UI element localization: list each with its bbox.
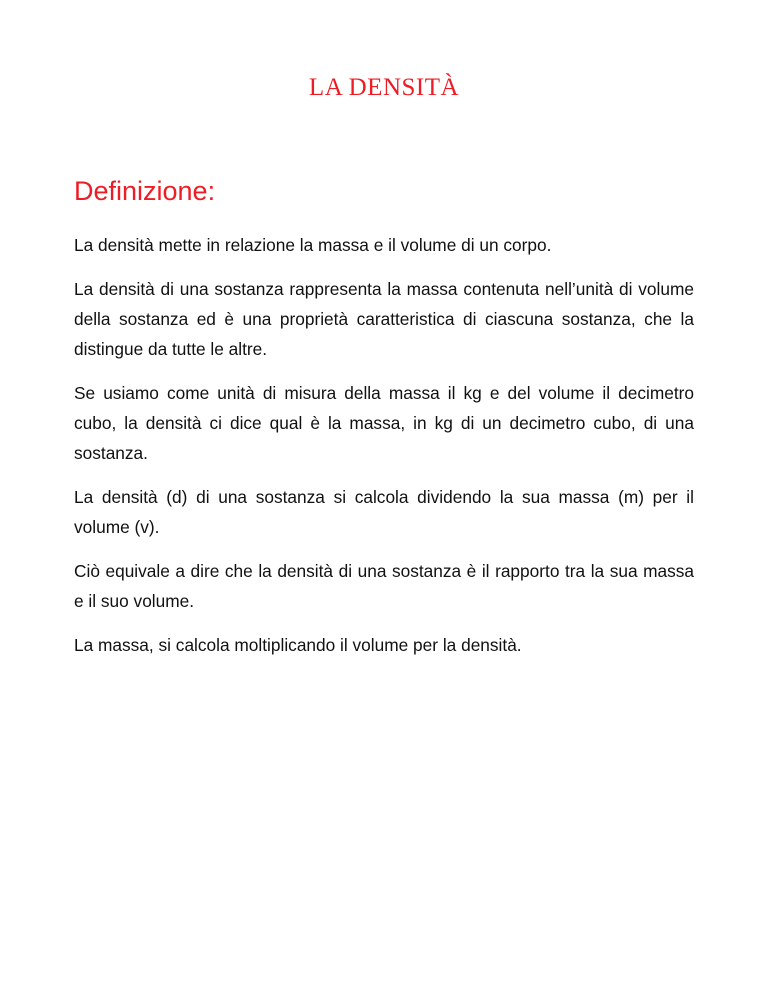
- paragraph-1: La densità mette in relazione la massa e il volume di un corpo.: [74, 235, 552, 255]
- paragraph-2: La densità di una sostanza rappresenta la massa contenuta nell’unità di volume della sostanza ed è una proprietà caratteristica di ciascuna sostanza, che la distingue da tutte le altre.: [74, 279, 694, 359]
- paragraph-3: Se usiamo come unità di misura della massa il kg e del volume il decimetro cubo, la densità ci dice qual è la massa, in kg di un decimetro cubo, di una sostanza.: [74, 383, 694, 463]
- paragraph-5: Ciò equivale a dire che la densità di una sostanza è il rapporto tra la sua massa e il suo volume.: [74, 561, 694, 611]
- paragraph-4: La densità (d) di una sostanza si calcola dividendo la sua massa (m) per il volume (v).: [74, 487, 694, 537]
- section-heading-definizione: Definizione:: [74, 176, 216, 206]
- document-title: LA DENSITÀ: [308, 74, 460, 101]
- document-body: [74, 230, 694, 674]
- paragraph-6: La massa, si calcola moltiplicando il volume per la densità.: [74, 635, 522, 655]
